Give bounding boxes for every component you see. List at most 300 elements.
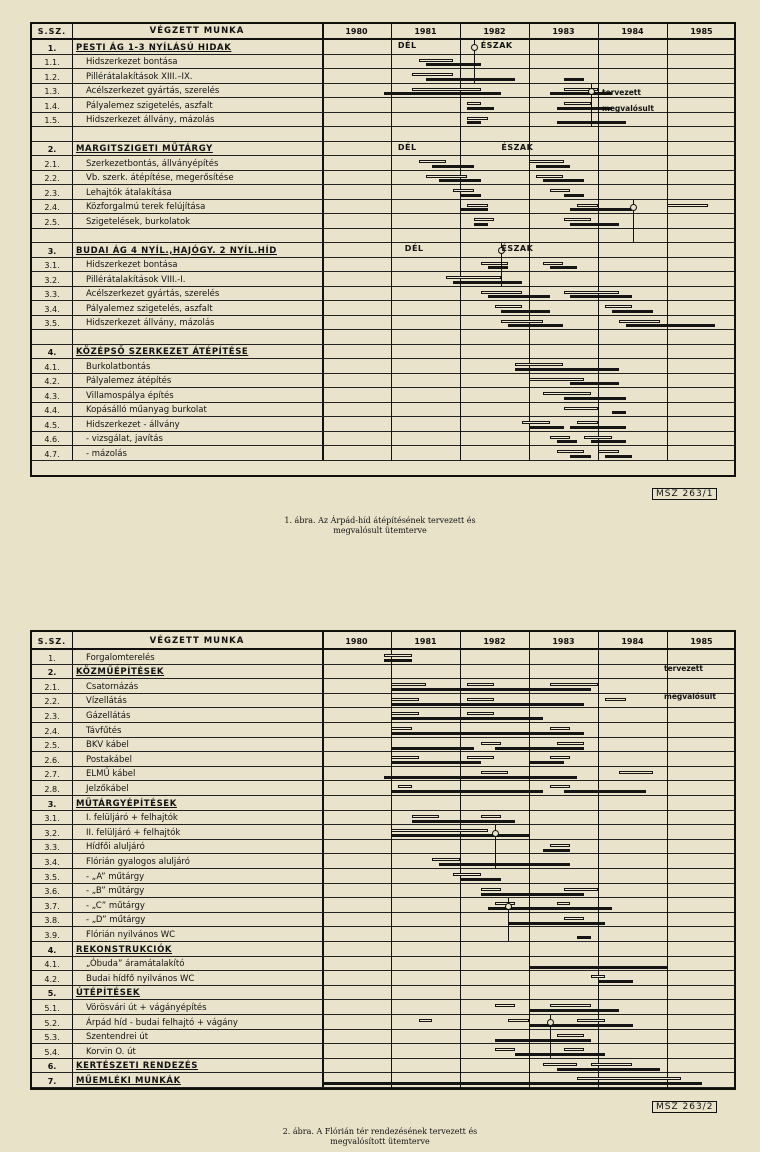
planned-bar xyxy=(536,175,564,178)
planned-bar xyxy=(391,712,419,715)
row-number xyxy=(32,738,73,752)
row-label xyxy=(72,40,324,54)
actual-bar xyxy=(495,1039,592,1042)
actual-bar xyxy=(391,747,474,750)
year-1980 xyxy=(322,632,391,648)
actual-bar xyxy=(508,324,563,327)
planned-bar xyxy=(543,262,564,265)
row-number-text: 2.1. xyxy=(44,159,60,169)
row-label xyxy=(72,898,324,912)
section-row xyxy=(32,986,734,1001)
planned-bar xyxy=(495,305,523,308)
row-label xyxy=(72,913,324,927)
row-label xyxy=(72,301,324,315)
task-row xyxy=(32,258,734,273)
task-row xyxy=(32,1044,734,1059)
year-1985 xyxy=(667,24,736,38)
row-number xyxy=(32,752,73,766)
row-label xyxy=(72,694,324,708)
task-row xyxy=(32,388,734,403)
task-row xyxy=(32,417,734,432)
row-number xyxy=(32,796,73,810)
actual-bar xyxy=(515,1053,605,1056)
row-label xyxy=(72,359,324,373)
actual-bar xyxy=(439,863,570,866)
row-number-text: 2.3. xyxy=(44,711,60,721)
planned-bar xyxy=(550,785,571,788)
row-label xyxy=(72,316,324,330)
actual-bar xyxy=(391,761,481,764)
row-number xyxy=(32,884,73,898)
actual-bar xyxy=(529,426,564,429)
row-number xyxy=(32,898,73,912)
row-number xyxy=(32,84,73,98)
planned-bar xyxy=(550,436,571,439)
planned-bar xyxy=(619,320,660,323)
row-label-text: REKONSTRUKCIÓK xyxy=(76,944,173,955)
row-number xyxy=(32,665,73,679)
row-label xyxy=(72,214,324,228)
task-row xyxy=(32,854,734,869)
row-label xyxy=(72,811,324,825)
row-label-text: - „B” műtárgy xyxy=(86,886,145,897)
actual-bar xyxy=(481,893,585,896)
legend-actual: megvalósult xyxy=(664,692,716,701)
legend-planned: tervezett xyxy=(602,88,641,97)
task-row xyxy=(32,113,734,128)
planned-bar xyxy=(543,1063,578,1066)
planned-bar xyxy=(481,742,502,745)
planned-bar xyxy=(412,73,453,76)
row-label-text: Korvin O. út xyxy=(86,1046,136,1057)
row-label xyxy=(72,258,324,272)
planned-bar xyxy=(384,654,412,657)
row-label-text: Vb. szerk. átépítése, megerősítése xyxy=(86,173,234,183)
row-number xyxy=(32,767,73,781)
actual-bar xyxy=(570,382,618,385)
task-row xyxy=(32,723,734,738)
actual-bar xyxy=(391,703,584,706)
row-label-text: Hidszerkezet bontása xyxy=(86,260,178,270)
section-row xyxy=(32,1059,734,1074)
row-number-text: 3.5. xyxy=(44,319,60,328)
gantt-chart-florian-square xyxy=(30,630,736,1090)
row-number xyxy=(32,1030,73,1044)
planned-bar xyxy=(453,189,474,192)
row-label-text: KÖZÉPSŐ SZERKEZET ÁTÉPÍTÉSE xyxy=(76,347,249,357)
planned-bar xyxy=(577,1077,681,1080)
row-label xyxy=(72,927,324,941)
planned-bar xyxy=(432,858,460,861)
legend-planned: tervezett xyxy=(664,664,703,673)
actual-bar xyxy=(612,310,653,313)
row-number xyxy=(32,986,73,1000)
planned-bar xyxy=(391,698,419,701)
row-label-text: Burkolatbontás xyxy=(86,361,151,372)
row-label xyxy=(72,55,324,69)
row-number xyxy=(32,825,73,839)
task-row xyxy=(32,446,734,461)
year-label: 1985 xyxy=(690,637,713,646)
row-number xyxy=(32,723,73,737)
row-label xyxy=(72,69,324,83)
row-number xyxy=(32,957,73,971)
section-row xyxy=(32,142,734,157)
row-number-text: 3.4. xyxy=(44,857,60,867)
row-number-text: 3.6. xyxy=(44,887,60,897)
gantt-chart-arpad-bridge xyxy=(30,22,736,477)
task-row xyxy=(32,927,734,942)
row-number-text: 1.2. xyxy=(44,72,60,82)
actual-bar xyxy=(577,936,591,939)
row-label xyxy=(72,417,324,431)
row-number-text: 5.4. xyxy=(44,1047,60,1057)
planned-bar xyxy=(564,888,599,891)
row-label xyxy=(72,1000,324,1014)
planned-bar xyxy=(557,742,585,745)
row-label-text: Hidszerkezet - állvány xyxy=(86,419,180,430)
year-label: 1980 xyxy=(345,637,368,646)
actual-bar xyxy=(570,455,591,458)
planned-bar xyxy=(474,218,495,221)
row-number-text: 2.4. xyxy=(44,203,60,212)
phase-label: ÉSZAK xyxy=(480,41,513,50)
row-label xyxy=(72,200,324,214)
row-number-text: 3.7. xyxy=(44,901,60,911)
row-number-text: 2.8. xyxy=(44,784,60,794)
year-label: 1983 xyxy=(552,27,575,36)
row-label-text: Forgalomterelés xyxy=(86,652,155,663)
row-number xyxy=(32,287,73,301)
year-1982 xyxy=(460,24,529,38)
row-number-text: 2.5. xyxy=(44,741,60,751)
row-label xyxy=(72,1073,324,1087)
task-row xyxy=(32,301,734,316)
row-number-text: 1.1. xyxy=(44,58,60,67)
row-number xyxy=(32,1059,73,1073)
row-label-text: Pályalemez átépítés xyxy=(86,376,172,386)
year-1980 xyxy=(322,24,391,38)
row-label xyxy=(72,796,324,810)
row-number-text: 2.7. xyxy=(44,770,60,780)
row-number xyxy=(32,301,73,315)
task-row xyxy=(32,69,734,84)
actual-bar xyxy=(391,790,543,793)
row-label xyxy=(72,113,324,127)
row-label xyxy=(72,781,324,795)
row-label xyxy=(72,957,324,971)
task-row xyxy=(32,171,734,186)
row-label xyxy=(72,432,324,446)
row-number-text: 3. xyxy=(47,246,57,256)
actual-bar xyxy=(570,223,618,226)
row-number xyxy=(32,156,73,170)
year-label: 1982 xyxy=(483,27,506,36)
section-row xyxy=(32,40,734,55)
planned-bar xyxy=(426,175,467,178)
task-row xyxy=(32,272,734,287)
row-number xyxy=(32,446,73,460)
row-label-text: - mázolás xyxy=(86,448,127,459)
row-number-text: 3.2. xyxy=(44,828,60,838)
row-number xyxy=(32,432,73,446)
planned-bar xyxy=(412,88,481,91)
year-label: 1982 xyxy=(483,637,506,646)
task-row xyxy=(32,957,734,972)
actual-bar xyxy=(570,208,632,211)
planned-bar xyxy=(529,378,584,381)
row-label-text: Flórián nyilvános WC xyxy=(86,929,176,940)
row-label xyxy=(72,243,324,257)
planned-bar xyxy=(453,873,481,876)
actual-bar xyxy=(543,849,571,852)
row-label-text: - „C” műtárgy xyxy=(86,900,145,911)
planned-bar xyxy=(605,305,633,308)
row-number xyxy=(32,142,73,156)
row-label-text: Jelzőkábel xyxy=(86,783,129,794)
planned-bar xyxy=(550,756,571,759)
row-label-text: Lehajtók átalakítása xyxy=(86,187,172,198)
planned-bar xyxy=(467,102,481,105)
row-label xyxy=(72,185,324,199)
row-label-text: ELMŰ kábel xyxy=(86,769,136,780)
planned-bar xyxy=(391,829,488,832)
row-label xyxy=(72,1059,324,1073)
task-row xyxy=(32,840,734,855)
row-number xyxy=(32,869,73,883)
header-number-text: S.SZ. xyxy=(37,27,67,36)
row-label-text: MŰTÁRGYÉPÍTÉSEK xyxy=(76,798,177,809)
row-number-text: 3.2. xyxy=(44,275,60,285)
year-label: 1984 xyxy=(621,27,644,36)
row-number-text: 1. xyxy=(47,43,57,53)
row-label-text: Pillérátalakítások XIII.–IX. xyxy=(86,71,193,82)
planned-bar xyxy=(398,785,412,788)
header-number xyxy=(32,632,73,648)
row-label-text: - vizsgálat, javítás xyxy=(86,434,163,444)
row-label xyxy=(72,971,324,985)
row-label-text: Szigetelések, burkolatok xyxy=(86,216,191,227)
row-number-text: 4.2. xyxy=(44,377,60,386)
task-row xyxy=(32,200,734,215)
row-number xyxy=(32,942,73,956)
row-number xyxy=(32,113,73,127)
planned-bar xyxy=(605,698,626,701)
actual-bar xyxy=(570,295,632,298)
planned-bar xyxy=(557,902,571,905)
row-label-text: Hidszerkezet állvány, mázolás xyxy=(86,318,215,328)
row-number xyxy=(32,127,73,141)
row-number xyxy=(32,40,73,54)
year-label: 1983 xyxy=(552,637,575,646)
milestone-marker xyxy=(588,88,595,95)
actual-bar xyxy=(453,281,522,284)
header-label xyxy=(72,632,324,648)
actual-bar xyxy=(564,194,585,197)
row-label-text: Árpád híd - budai felhajtó + vágány xyxy=(86,1017,238,1028)
row-label-text: Vízellátás xyxy=(86,696,127,707)
actual-bar xyxy=(591,440,626,443)
planned-bar xyxy=(467,698,495,701)
task-row xyxy=(32,214,734,229)
section-row xyxy=(32,796,734,811)
year-divider xyxy=(598,24,599,461)
caption-line-2: megvalósított ütemterve xyxy=(330,1137,430,1146)
row-label xyxy=(72,142,324,156)
row-label xyxy=(72,287,324,301)
actual-bar xyxy=(564,78,585,81)
task-row xyxy=(32,403,734,418)
header-row xyxy=(32,632,734,650)
actual-bar xyxy=(460,878,501,881)
stamp-msz-263-1: MSZ 263/1 xyxy=(652,488,717,500)
figure-1-caption xyxy=(0,516,760,536)
task-row xyxy=(32,650,734,665)
task-row xyxy=(32,913,734,928)
row-label-text: Távfűtés xyxy=(86,725,122,736)
actual-bar xyxy=(467,107,495,110)
phase-label: DÉL xyxy=(404,244,424,253)
year-1981 xyxy=(391,24,460,38)
row-number-text: 3.1. xyxy=(44,261,60,270)
year-1981 xyxy=(391,632,460,648)
planned-bar xyxy=(557,450,585,453)
planned-bar xyxy=(419,160,447,163)
actual-bar xyxy=(384,776,577,779)
row-label-text: MŰEMLÉKI MUNKÁK xyxy=(76,1075,181,1086)
row-label xyxy=(72,884,324,898)
row-number xyxy=(32,345,73,359)
actual-bar xyxy=(536,165,571,168)
row-number xyxy=(32,388,73,402)
row-number-text: 3.3. xyxy=(44,843,60,853)
row-label xyxy=(72,446,324,460)
planned-bar xyxy=(550,189,571,192)
planned-bar xyxy=(550,1004,591,1007)
row-label xyxy=(72,127,324,141)
row-number xyxy=(32,679,73,693)
row-label xyxy=(72,98,324,112)
milestone-marker xyxy=(630,204,637,211)
row-number xyxy=(32,1073,73,1087)
row-number-text: 2.3. xyxy=(44,188,60,198)
row-number-text: 2.4. xyxy=(44,726,60,736)
row-label xyxy=(72,665,324,679)
row-label xyxy=(72,156,324,170)
header-number xyxy=(32,24,73,38)
row-label xyxy=(72,840,324,854)
row-number-text: 1.5. xyxy=(44,116,60,125)
actual-bar xyxy=(501,310,549,313)
row-label-text: Szentendrei út xyxy=(86,1032,149,1043)
section-row xyxy=(32,1073,734,1088)
phase-label: DÉL xyxy=(397,41,417,50)
row-label-text: „Óbuda” áramátalakító xyxy=(86,959,185,970)
row-label xyxy=(72,388,324,402)
row-label-text: Kopásálló műanyag burkolat xyxy=(86,405,207,415)
row-number xyxy=(32,258,73,272)
stamp-msz-263-2: MSZ 263/2 xyxy=(652,1101,717,1113)
planned-bar xyxy=(467,712,495,715)
row-number xyxy=(32,316,73,330)
row-number-text: 4.5. xyxy=(44,420,60,430)
section-row xyxy=(32,665,734,680)
planned-bar xyxy=(619,771,654,774)
planned-bar xyxy=(529,160,564,163)
actual-bar xyxy=(391,732,584,735)
row-label-text: I. felüljáró + felhajtók xyxy=(86,813,178,824)
task-row xyxy=(32,694,734,709)
planned-bar xyxy=(591,975,605,978)
row-number xyxy=(32,1000,73,1014)
row-number-text: 7. xyxy=(47,1076,57,1086)
row-number-text: 2.6. xyxy=(44,755,60,765)
row-label-text: Vörösvári út + vágányépítés xyxy=(86,1002,207,1013)
row-number xyxy=(32,650,73,664)
row-number xyxy=(32,694,73,708)
row-number xyxy=(32,55,73,69)
planned-bar xyxy=(550,844,571,847)
row-number xyxy=(32,913,73,927)
planned-bar xyxy=(564,917,585,920)
actual-bar xyxy=(543,179,584,182)
row-number xyxy=(32,272,73,286)
row-number-text: 2.5. xyxy=(44,217,60,227)
planned-bar xyxy=(577,204,598,207)
row-label xyxy=(72,679,324,693)
row-number-text: 1. xyxy=(48,653,56,663)
task-row xyxy=(32,330,734,345)
header-number-text: S.SZ. xyxy=(37,637,67,646)
row-number-text: 4.1. xyxy=(44,960,60,970)
planned-bar xyxy=(481,291,522,294)
row-number-text: 4.6. xyxy=(44,435,60,444)
year-label: 1984 xyxy=(621,637,644,646)
actual-bar xyxy=(384,92,501,95)
year-1983 xyxy=(529,632,598,648)
task-row xyxy=(32,127,734,142)
actual-bar xyxy=(529,761,564,764)
row-number xyxy=(32,229,73,243)
row-label-text: KERTÉSZETI RENDEZÉS xyxy=(76,1061,198,1072)
row-number-text: 4.4. xyxy=(44,406,60,415)
task-row xyxy=(32,971,734,986)
milestone-marker xyxy=(492,830,499,837)
figure-2-caption xyxy=(0,1127,760,1147)
planned-bar xyxy=(557,1034,585,1037)
row-label-text: Acélszerkezet gyártás, szerelés xyxy=(86,289,220,299)
planned-bar xyxy=(564,218,592,221)
actual-bar xyxy=(460,208,488,211)
row-number-text: 1.3. xyxy=(44,87,60,96)
planned-bar xyxy=(495,1004,516,1007)
actual-bar xyxy=(598,980,633,983)
planned-bar xyxy=(515,363,563,366)
row-label-text: Acélszerkezet gyártás, szerelés xyxy=(86,86,220,96)
row-number-text: 2.2. xyxy=(44,697,60,707)
planned-bar xyxy=(564,407,599,410)
actual-bar xyxy=(557,368,619,371)
row-number-text: 3.4. xyxy=(44,304,60,314)
actual-bar xyxy=(564,790,647,793)
planned-bar xyxy=(584,436,612,439)
row-label-text: Postakábel xyxy=(86,754,132,765)
row-number xyxy=(32,971,73,985)
year-1984 xyxy=(598,632,667,648)
planned-bar xyxy=(598,450,619,453)
row-label-text: Hídfői aluljáró xyxy=(86,842,145,853)
header-row xyxy=(32,24,734,40)
